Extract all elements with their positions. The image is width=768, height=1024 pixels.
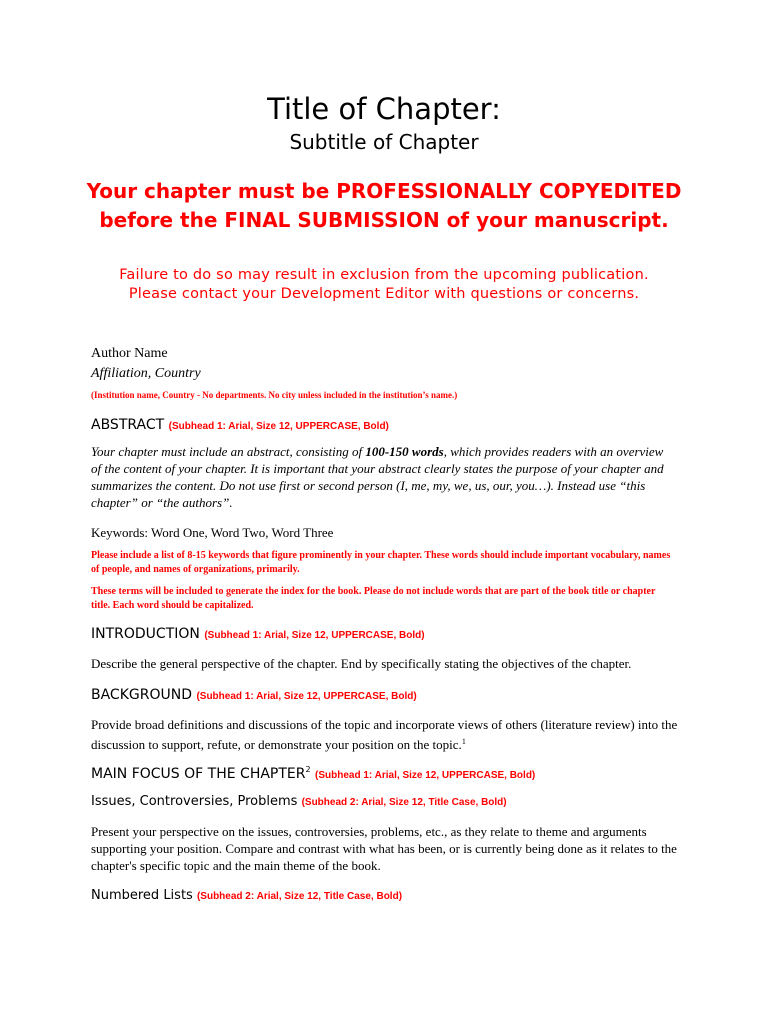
abstract-text — [91, 443, 671, 511]
footnote-2[interactable]: 2 — [305, 765, 311, 774]
abstract-heading-text: ABSTRACT — [91, 417, 165, 433]
main-focus-heading-text: MAIN FOCUS OF THE CHAPTER — [91, 766, 306, 782]
abstract-text-start: Your chapter must include an abstract, consisting of — [91, 444, 366, 459]
abstract-text-end: , which provides readers with an overview of the content of your chapter. It is important that your abstract clearly states the purpose of your chapter and summarizes the content. Do not use first or second person (I, me, my, we, us, our, you…). Instead use “this chapter” or “the authors”. — [91, 444, 664, 510]
numbered-lists-heading-text: Numbered Lists — [91, 888, 193, 903]
chapter-title: Title of Chapter: — [267, 92, 501, 126]
abstract-word-count: 100-150 words — [365, 444, 444, 459]
author-name: Author Name — [91, 346, 168, 361]
main-focus-heading — [91, 765, 535, 782]
keywords-note-1: Please include a list of 8-15 keywords that figure prominently in your chapter. These words should include important vocabulary, names of people, and names of organizations, primarily. — [91, 550, 671, 575]
introduction-text: Describe the general perspective of the chapter. End by specifically stating the objectives of the chapter. — [91, 656, 632, 671]
introduction-style-note: (Subhead 1: Arial, Size 12, UPPERCASE, Bold) — [204, 630, 425, 641]
introduction-heading — [91, 626, 425, 642]
issues-heading-text: Issues, Controversies, Problems — [91, 794, 298, 809]
keywords-note-2: These terms will be included to generate the index for the book. Please do not include words that are part of the book title or chapter title. Each word should be capitalized. — [91, 586, 656, 611]
background-heading-text: BACKGROUND — [91, 687, 192, 703]
main-focus-style-note: (Subhead 1: Arial, Size 12, UPPERCASE, Bold) — [315, 770, 536, 781]
abstract-heading — [91, 417, 389, 433]
author-affiliation: Affiliation, Country — [91, 366, 201, 381]
background-heading — [91, 687, 417, 703]
copyedit-warning: Your chapter must be PROFESSIONALLY COPYEDITED before the FINAL SUBMISSION of your manuscript. — [86, 179, 682, 232]
background-style-note: (Subhead 1: Arial, Size 12, UPPERCASE, Bold) — [196, 691, 417, 702]
introduction-heading-text: INTRODUCTION — [91, 626, 200, 642]
background-text — [91, 716, 681, 753]
keywords-line: Keywords: Word One, Word Two, Word Three — [91, 525, 334, 540]
notice-line-1: Failure to do so may result in exclusion from the upcoming publication. — [119, 267, 649, 283]
submission-notice — [80, 266, 688, 304]
issues-heading — [91, 794, 507, 809]
numbered-lists-style-note: (Subhead 2: Arial, Size 12, Title Case, Bold) — [196, 891, 403, 902]
institution-note: (Institution name, Country - No departments. No city unless included in the institution’s name.) — [91, 390, 458, 400]
numbered-lists-heading — [91, 888, 402, 903]
chapter-subtitle: Subtitle of Chapter — [289, 130, 479, 154]
notice-line-2: Please contact your Development Editor with questions or concerns. — [128, 286, 640, 302]
abstract-style-note: (Subhead 1: Arial, Size 12, UPPERCASE, Bold) — [168, 421, 389, 432]
footnote-1[interactable]: 1 — [461, 737, 466, 746]
issues-style-note: (Subhead 2: Arial, Size 12, Title Case, Bold) — [301, 797, 507, 808]
issues-text: Present your perspective on the issues, controversies, problems, etc., as they relate to theme and arguments supporting your position. Compare and contrast with what has been, or is currently being done as it relates to the chapter's specific topic and the main theme of the book. — [91, 824, 677, 873]
background-text-body: Provide broad definitions and discussions of the topic and incorporate views of others (literature review) into the discussion to support, refute, or demonstrate your position on the topic. — [91, 717, 678, 752]
